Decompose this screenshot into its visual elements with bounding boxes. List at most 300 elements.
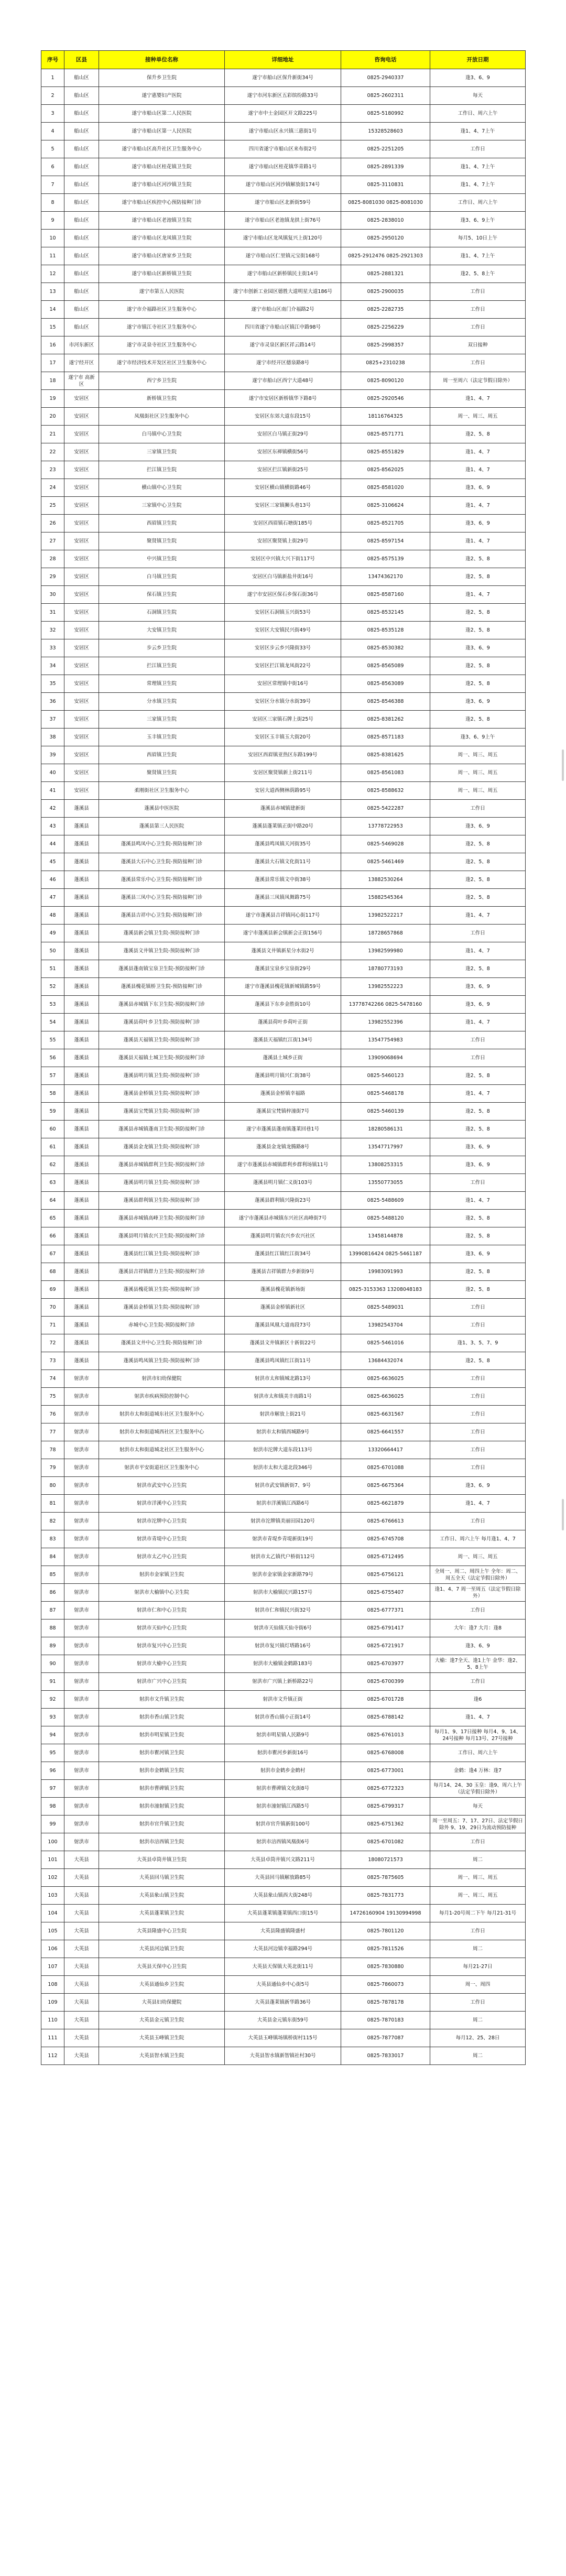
cell-address: 遂宁市安居区新桥镇华下路8号 — [225, 390, 341, 408]
cell-site-name: 蓬溪县天福镇卫生院-预防接种门诊 — [99, 1031, 225, 1049]
table-row — [41, 639, 526, 657]
table-row — [41, 942, 526, 960]
table-row — [41, 1548, 526, 1566]
cell-address: 蓬溪县宝梵镇梓潼街7号 — [225, 1103, 341, 1121]
cell-open-days: 逢1、4、7 — [430, 586, 526, 604]
cell-address: 遂宁市船山区南门介福路2号 — [225, 301, 341, 319]
cell-district: 大英县 — [64, 1958, 99, 1976]
cell-open-days: 每月1-20号周二下午 每月21-31号 — [430, 1905, 526, 1922]
cell-open-days: 逢2、5、8 — [430, 1352, 526, 1370]
cell-site-name: 遂宁市船山区唐家乡卫生院 — [99, 247, 225, 265]
cell-phone: 13808253315 — [341, 1156, 430, 1174]
table-row — [41, 1156, 526, 1174]
scrollbar-thumb[interactable] — [562, 749, 564, 781]
cell-address: 蓬溪县红江镇红江街34号 — [225, 1245, 341, 1263]
cell-serial: 104 — [41, 1905, 64, 1922]
cell-site-name: 蓬溪县红江镇卫生院-预防接种门诊 — [99, 1245, 225, 1263]
cell-serial: 80 — [41, 1477, 64, 1495]
cell-serial: 32 — [41, 622, 64, 639]
cell-open-days: 逢2、5、8 — [430, 960, 526, 978]
cell-site-name: 大英县智水镇卫生院 — [99, 2047, 225, 2065]
cell-serial: 111 — [41, 2029, 64, 2047]
table-row — [41, 1762, 526, 1780]
cell-address: 遂宁市中士金园区开文路225号 — [225, 105, 341, 123]
cell-site-name: 遂宁惠婴妇产医院 — [99, 87, 225, 105]
cell-district: 射洪市 — [64, 1370, 99, 1388]
cell-phone: 0825-8381262 — [341, 711, 430, 729]
cell-open-days: 工作日 — [430, 1513, 526, 1530]
cell-phone: 18116764325 — [341, 408, 430, 426]
table-row — [41, 1887, 526, 1905]
cell-phone: 13982522217 — [341, 907, 430, 925]
cell-site-name: 蓬溪县赤城镇下东卫生院-预防接种门诊 — [99, 996, 225, 1014]
cell-address: 蓬溪县鸣凤镇红江街11号 — [225, 1352, 341, 1370]
cell-address: 安居区聚贤镇新上街211号 — [225, 764, 341, 782]
cell-open-days: 逢3、6、9 — [430, 1637, 526, 1655]
cell-site-name: 新桥镇卫生院 — [99, 390, 225, 408]
cell-site-name: 射洪市沱牌中心卫生院 — [99, 1513, 225, 1530]
cell-site-name: 大英县通仙乡卫生院 — [99, 1976, 225, 1994]
cell-phone: 0825-6788142 — [341, 1709, 430, 1726]
table-row — [41, 372, 526, 390]
cell-phone: 0825-2920546 — [341, 390, 430, 408]
cell-district: 船山区 — [64, 319, 99, 336]
cell-open-days: 逢6 — [430, 1691, 526, 1709]
table-row — [41, 1299, 526, 1317]
cell-serial: 93 — [41, 1709, 64, 1726]
cell-serial: 1 — [41, 69, 64, 87]
cell-district: 安居区 — [64, 568, 99, 586]
table-row — [41, 835, 526, 853]
cell-open-days: 周一至周五：7、17、27日、法定节假日除外 9、19、29日为流动预防接种 — [430, 1816, 526, 1833]
cell-address: 射洪市广兴镇上新桥路22号 — [225, 1673, 341, 1691]
table-row — [41, 194, 526, 212]
cell-open-days: 周一、周四 — [430, 1976, 526, 1994]
cell-serial: 106 — [41, 1940, 64, 1958]
table-row — [41, 1049, 526, 1067]
cell-site-name: 蓬溪县明月镇卫生院-预防接种门诊 — [99, 1174, 225, 1192]
cell-open-days: 逢1、4、7上午 — [430, 123, 526, 140]
cell-open-days: 逢2、5、8 — [430, 426, 526, 443]
cell-address: 遂宁市船山区北新街59号 — [225, 194, 341, 212]
cell-open-days: 逢3、6、9 — [430, 69, 526, 87]
cell-open-days: 逢2、5、8 — [430, 1210, 526, 1227]
cell-phone: 15328528603 — [341, 123, 430, 140]
cell-site-name: 射洪市文升镇卫生院 — [99, 1691, 225, 1709]
cell-site-name: 遂宁市介福路社区卫生服务中心 — [99, 301, 225, 319]
cell-open-days: 工作日 — [430, 301, 526, 319]
cell-phone: 0825-3106624 — [341, 497, 430, 515]
table-row — [41, 622, 526, 639]
cell-open-days: 每月12、25、28日 — [430, 2029, 526, 2047]
cell-open-days: 周一、周三、周五 — [430, 408, 526, 426]
cell-address: 四川省遂宁市船山区来布街2号 — [225, 140, 341, 158]
cell-serial: 81 — [41, 1495, 64, 1513]
cell-phone: 18780773193 — [341, 960, 430, 978]
cell-phone: 0825-8546388 — [341, 693, 430, 711]
cell-district: 市河东新区 — [64, 336, 99, 354]
cell-site-name: 白马镇中心卫生院 — [99, 426, 225, 443]
table-row — [41, 426, 526, 443]
cell-site-name: 遂宁市船山区桂花镇卫生院 — [99, 158, 225, 176]
cell-address: 遂宁市船山区桂花镇华青路1号 — [225, 158, 341, 176]
cell-serial: 59 — [41, 1103, 64, 1121]
table-row — [41, 657, 526, 675]
scrollbar-thumb[interactable] — [562, 1499, 564, 1530]
cell-address: 蓬溪县三凤镇凤舞路75号 — [225, 889, 341, 907]
cell-site-name: 白马镇卫生院 — [99, 568, 225, 586]
cell-site-name: 蓬溪县宝梵镇卫生院-预防接种门诊 — [99, 1103, 225, 1121]
cell-address: 蓬溪县文井镇新区十新街22号 — [225, 1334, 341, 1352]
cell-phone: 0825-5488120 — [341, 1210, 430, 1227]
cell-address: 射洪市解放上街21号 — [225, 1406, 341, 1423]
cell-open-days: 每天 — [430, 1798, 526, 1816]
cell-serial: 74 — [41, 1370, 64, 1388]
table-row — [41, 283, 526, 301]
cell-site-name: 蓬溪县第三人民医院 — [99, 818, 225, 835]
cell-serial: 73 — [41, 1352, 64, 1370]
cell-open-days: 周一、周三、周五 — [430, 1869, 526, 1887]
cell-address: 遂宁市经开区德泉路8号 — [225, 354, 341, 372]
cell-address: 蓬溪县金龙镇龙腾路8号 — [225, 1138, 341, 1156]
cell-serial: 75 — [41, 1388, 64, 1406]
cell-site-name: 蓬溪县中医医院 — [99, 800, 225, 818]
cell-open-days: 逢3、6、9 — [430, 639, 526, 657]
cell-phone: 0825-2881321 — [341, 265, 430, 283]
cell-phone: 13990816424 0825-5461187 — [341, 1245, 430, 1263]
cell-phone: 13547754983 — [341, 1031, 430, 1049]
cell-site-name: 拦江镇卫生院 — [99, 657, 225, 675]
cell-district: 射洪市 — [64, 1691, 99, 1709]
cell-site-name: 大英县河边镇卫生院 — [99, 1940, 225, 1958]
table-row — [41, 390, 526, 408]
cell-site-name: 聚贤镇卫生院 — [99, 764, 225, 782]
cell-address: 四川省遂宁市船山区镇江中路98号 — [225, 319, 341, 336]
cell-district: 船山区 — [64, 176, 99, 194]
cell-site-name: 大英县隆盛中心卫生院 — [99, 1922, 225, 1940]
table-row — [41, 443, 526, 461]
cell-phone: 0825-6636025 — [341, 1370, 430, 1388]
cell-open-days: 逢2、5、8 — [430, 889, 526, 907]
cell-address: 安居区大安镇民兴街49号 — [225, 622, 341, 639]
table-row — [41, 532, 526, 550]
cell-site-name: 射洪市平安街道社区卫生服务中心 — [99, 1459, 225, 1477]
cell-open-days: 每月1、9、17日接种 每月4、9、14、24号接种 每月13号、27号接种 — [430, 1726, 526, 1744]
cell-site-name: 射洪市洋溪中心卫生院 — [99, 1495, 225, 1513]
cell-phone: 13982599980 — [341, 942, 430, 960]
cell-open-days: 周一、周三、周五 — [430, 1887, 526, 1905]
cell-site-name: 遂宁市灵泉寺社区卫生服务中心 — [99, 336, 225, 354]
table-row — [41, 568, 526, 586]
cell-phone: 0825-6701088 — [341, 1459, 430, 1477]
cell-site-name: 射洪市太乙中心卫生院 — [99, 1548, 225, 1566]
cell-serial: 3 — [41, 105, 64, 123]
cell-phone: 0825-6799317 — [341, 1798, 430, 1816]
cell-open-days: 逢1、4、7 — [430, 532, 526, 550]
cell-address: 蓬溪县常乐镇文中街38号 — [225, 871, 341, 889]
cell-phone: 0825-2900035 — [341, 283, 430, 301]
cell-serial: 46 — [41, 871, 64, 889]
cell-open-days: 逢3、6、9 — [430, 1477, 526, 1495]
cell-address: 射洪市文升镇正街 — [225, 1691, 341, 1709]
table-row — [41, 800, 526, 818]
cell-address: 蓬溪县下东乡金胜街10号 — [225, 996, 341, 1014]
cell-open-days: 工作日 — [430, 283, 526, 301]
cell-serial: 33 — [41, 639, 64, 657]
table-row — [41, 1103, 526, 1121]
cell-site-name: 三家镇卫生院 — [99, 711, 225, 729]
cell-phone: 0825-6745708 — [341, 1530, 430, 1548]
cell-phone: 0825-8562025 — [341, 461, 430, 479]
vaccination-sites-table — [41, 50, 526, 2065]
table-row — [41, 1121, 526, 1138]
cell-district: 射洪市 — [64, 1833, 99, 1851]
cell-open-days: 逢1、4、7 — [430, 1085, 526, 1103]
cell-serial: 23 — [41, 461, 64, 479]
cell-open-days: 逢2、5、8 — [430, 1103, 526, 1121]
cell-district: 蓬溪县 — [64, 871, 99, 889]
cell-serial: 36 — [41, 693, 64, 711]
cell-phone: 0825-5488609 — [341, 1192, 430, 1210]
cell-serial: 82 — [41, 1513, 64, 1530]
cell-phone: 0825-6772323 — [341, 1780, 430, 1798]
cell-district: 射洪市 — [64, 1744, 99, 1762]
cell-open-days: 逢3、6、9 — [430, 479, 526, 497]
table-row — [41, 1174, 526, 1192]
table-row — [41, 1477, 526, 1495]
table-row — [41, 319, 526, 336]
cell-district: 射洪市 — [64, 1637, 99, 1655]
cell-serial: 56 — [41, 1049, 64, 1067]
cell-address: 射洪市仁和镇民兴街32号 — [225, 1602, 341, 1619]
cell-site-name: 三家镇卫生院 — [99, 443, 225, 461]
cell-phone: 0825-8588632 — [341, 782, 430, 800]
table-row — [41, 69, 526, 87]
table-row — [41, 1780, 526, 1798]
cell-address: 大英县卓筒井镇兴文路211号 — [225, 1851, 341, 1869]
cell-serial: 54 — [41, 1014, 64, 1031]
cell-address: 射洪市武安镇新街7、9号 — [225, 1477, 341, 1495]
cell-serial: 86 — [41, 1584, 64, 1602]
cell-open-days: 逢2、5、8 — [430, 871, 526, 889]
cell-serial: 69 — [41, 1281, 64, 1299]
cell-open-days: 工作日 — [430, 925, 526, 942]
cell-serial: 34 — [41, 657, 64, 675]
cell-address: 遂宁市船山区河沙镇解放街174号 — [225, 176, 341, 194]
cell-phone: 19983091993 — [341, 1263, 430, 1281]
cell-site-name: 遂宁市船山区新桥镇卫生院 — [99, 265, 225, 283]
cell-district: 蓬溪县 — [64, 835, 99, 853]
cell-phone: 0825-6700399 — [341, 1673, 430, 1691]
cell-district: 安居区 — [64, 604, 99, 622]
cell-serial: 61 — [41, 1138, 64, 1156]
cell-serial: 91 — [41, 1673, 64, 1691]
table-row — [41, 1869, 526, 1887]
cell-address: 射洪市官升镇新街100号 — [225, 1816, 341, 1833]
cell-serial: 19 — [41, 390, 64, 408]
cell-serial: 94 — [41, 1726, 64, 1744]
cell-serial: 38 — [41, 729, 64, 746]
cell-site-name: 射洪市妇幼保健院 — [99, 1370, 225, 1388]
cell-address: 射洪市太和镇美丰南路1号 — [225, 1388, 341, 1406]
cell-district: 安居区 — [64, 550, 99, 568]
cell-district: 遂宁经开区 — [64, 354, 99, 372]
cell-serial: 97 — [41, 1780, 64, 1798]
table-row — [41, 1138, 526, 1156]
table-row — [41, 1014, 526, 1031]
cell-district: 射洪市 — [64, 1406, 99, 1423]
cell-open-days: 每月5、10日上午 — [430, 230, 526, 247]
cell-district: 大英县 — [64, 1994, 99, 2012]
cell-district: 船山区 — [64, 158, 99, 176]
cell-address: 射洪市大榆镇金鹤路183号 — [225, 1655, 341, 1673]
table-row — [41, 746, 526, 764]
cell-site-name: 西眉镇卫生院 — [99, 515, 225, 532]
cell-site-name: 蓬溪县槐花镇卫生院-预防接种门诊 — [99, 1281, 225, 1299]
cell-address: 安居区步云乡兴隆街33号 — [225, 639, 341, 657]
cell-address: 射洪市潼射镇江西路5号 — [225, 1798, 341, 1816]
cell-district: 安居区 — [64, 746, 99, 764]
cell-serial: 67 — [41, 1245, 64, 1263]
cell-open-days: 逢2、5、8 — [430, 1263, 526, 1281]
cell-phone: 0825-2838010 — [341, 212, 430, 230]
cell-district: 大英县 — [64, 1887, 99, 1905]
cell-site-name: 射洪市仁和中心卫生院 — [99, 1602, 225, 1619]
cell-district: 安居区 — [64, 515, 99, 532]
cell-site-name: 蓬溪县明月镇农兴卫生院-预防接种门诊 — [99, 1227, 225, 1245]
cell-open-days: 逢2、5、8 — [430, 1281, 526, 1299]
cell-district: 安居区 — [64, 657, 99, 675]
cell-phone: 0825-7870183 — [341, 2012, 430, 2029]
cell-serial: 87 — [41, 1602, 64, 1619]
cell-district: 射洪市 — [64, 1780, 99, 1798]
cell-phone: 0825-2251205 — [341, 140, 430, 158]
cell-address: 大英县回马镇解放路85号 — [225, 1869, 341, 1887]
cell-site-name: 蓬溪县赤城镇高峰卫生院-预防接种门诊 — [99, 1210, 225, 1227]
cell-serial: 2 — [41, 87, 64, 105]
cell-serial: 85 — [41, 1566, 64, 1584]
cell-district: 射洪市 — [64, 1816, 99, 1833]
cell-address: 蓬溪县凤凰大道南段73号 — [225, 1317, 341, 1334]
cell-open-days: 工作日、周六上午 每月逢1、4、7 — [430, 1530, 526, 1548]
cell-district: 大英县 — [64, 1869, 99, 1887]
cell-serial: 98 — [41, 1798, 64, 1816]
cell-open-days: 逢3、6、9 — [430, 1156, 526, 1174]
cell-site-name: 西眉镇卫生院 — [99, 746, 225, 764]
cell-phone: 0825-5461469 — [341, 853, 430, 871]
cell-site-name: 射洪市香山镇卫生院 — [99, 1709, 225, 1726]
cell-district: 蓬溪县 — [64, 800, 99, 818]
cell-site-name: 射洪市大榆中心卫生院 — [99, 1655, 225, 1673]
cell-phone: 0825-7811526 — [341, 1940, 430, 1958]
table-row — [41, 301, 526, 319]
cell-site-name: 凤凰街社区卫生服务中心 — [99, 408, 225, 426]
cell-address: 遂宁市船山区新桥镇民主街14号 — [225, 265, 341, 283]
cell-serial: 52 — [41, 978, 64, 996]
cell-serial: 45 — [41, 853, 64, 871]
cell-phone: 0825-6791417 — [341, 1619, 430, 1637]
cell-address: 安居区西眉镇石塘街185号 — [225, 515, 341, 532]
table-row — [41, 2012, 526, 2029]
cell-district: 蓬溪县 — [64, 1281, 99, 1299]
cell-phone: 0825-7878178 — [341, 1994, 430, 2012]
cell-open-days: 逢2、5、8 — [430, 622, 526, 639]
cell-phone: 0825-6703977 — [341, 1655, 430, 1673]
cell-address: 安居区东禅镇横街56号 — [225, 443, 341, 461]
cell-serial: 22 — [41, 443, 64, 461]
cell-phone: 13320664417 — [341, 1441, 430, 1459]
table-row — [41, 265, 526, 283]
cell-phone: 0825-6675364 — [341, 1477, 430, 1495]
cell-site-name: 蓬溪县群利镇卫生院-预防接种门诊 — [99, 1192, 225, 1210]
cell-serial: 66 — [41, 1227, 64, 1245]
cell-address: 射洪市金家镇金家新路79号 — [225, 1566, 341, 1584]
table-row — [41, 176, 526, 194]
cell-open-days: 周一、周三、周五 — [430, 1548, 526, 1566]
cell-open-days: 逢3、6、9 — [430, 515, 526, 532]
cell-district: 射洪市 — [64, 1477, 99, 1495]
cell-phone: 13684432074 — [341, 1352, 430, 1370]
cell-open-days: 工作日 — [430, 1406, 526, 1423]
cell-site-name: 射洪市官升镇卫生院 — [99, 1816, 225, 1833]
cell-district: 安居区 — [64, 586, 99, 604]
cell-phone: 0825-8532145 — [341, 604, 430, 622]
cell-district: 蓬溪县 — [64, 1352, 99, 1370]
cell-open-days: 每月14、24、30 玉皇：逢9、周六上午（法定节假日除外） — [430, 1780, 526, 1798]
table-row — [41, 1192, 526, 1210]
cell-site-name: 射洪市疾病预防控制中心 — [99, 1388, 225, 1406]
cell-site-name: 蓬溪县明月镇卫生院-预防接种门诊 — [99, 1067, 225, 1085]
cell-open-days: 周一、周三、周五 — [430, 746, 526, 764]
cell-phone: 0825-2891339 — [341, 158, 430, 176]
cell-site-name: 大英县卓筒井镇卫生院 — [99, 1851, 225, 1869]
cell-phone: 18080721573 — [341, 1851, 430, 1869]
cell-serial: 18 — [41, 372, 64, 390]
cell-serial: 51 — [41, 960, 64, 978]
cell-address: 射洪市瞿河乡新街16号 — [225, 1744, 341, 1762]
cell-phone: 0825-2950120 — [341, 230, 430, 247]
table-row — [41, 1798, 526, 1816]
cell-address: 大英县蓬莱镇新华路36号 — [225, 1994, 341, 2012]
cell-open-days: 周二 — [430, 2012, 526, 2029]
cell-phone: 14726160904 19130994998 — [341, 1905, 430, 1922]
table-row — [41, 907, 526, 925]
cell-address: 蓬溪县金桥镇幸福路 — [225, 1085, 341, 1103]
cell-open-days: 全周一、周二、周四上午 全年：周二、周五全天（法定节假日除外） — [430, 1566, 526, 1584]
cell-open-days: 周二 — [430, 1851, 526, 1869]
cell-address: 射洪市太和镇城北路13号 — [225, 1370, 341, 1388]
cell-district: 射洪市 — [64, 1530, 99, 1548]
cell-open-days: 大榆：逢7全天、逢1上午 金华：逢2、5、8上午 — [430, 1655, 526, 1673]
cell-phone: 0825-6701082 — [341, 1833, 430, 1851]
cell-district: 射洪市 — [64, 1709, 99, 1726]
cell-address: 安居区聚贤镇上街29号 — [225, 532, 341, 550]
cell-district: 蓬溪县 — [64, 1085, 99, 1103]
table-row — [41, 1584, 526, 1602]
cell-address: 安居区拦江镇龙凤街22号 — [225, 657, 341, 675]
cell-district: 大英县 — [64, 1851, 99, 1869]
cell-phone: 0825-8575139 — [341, 550, 430, 568]
cell-site-name: 分水镇卫生院 — [99, 693, 225, 711]
cell-serial: 28 — [41, 550, 64, 568]
cell-phone: 0825-3153363 13208048183 — [341, 1281, 430, 1299]
cell-district: 安居区 — [64, 675, 99, 693]
cell-district: 船山区 — [64, 105, 99, 123]
table-row — [41, 1673, 526, 1691]
table-row — [41, 1833, 526, 1851]
cell-phone: 0825-6721917 — [341, 1637, 430, 1655]
cell-serial: 63 — [41, 1174, 64, 1192]
